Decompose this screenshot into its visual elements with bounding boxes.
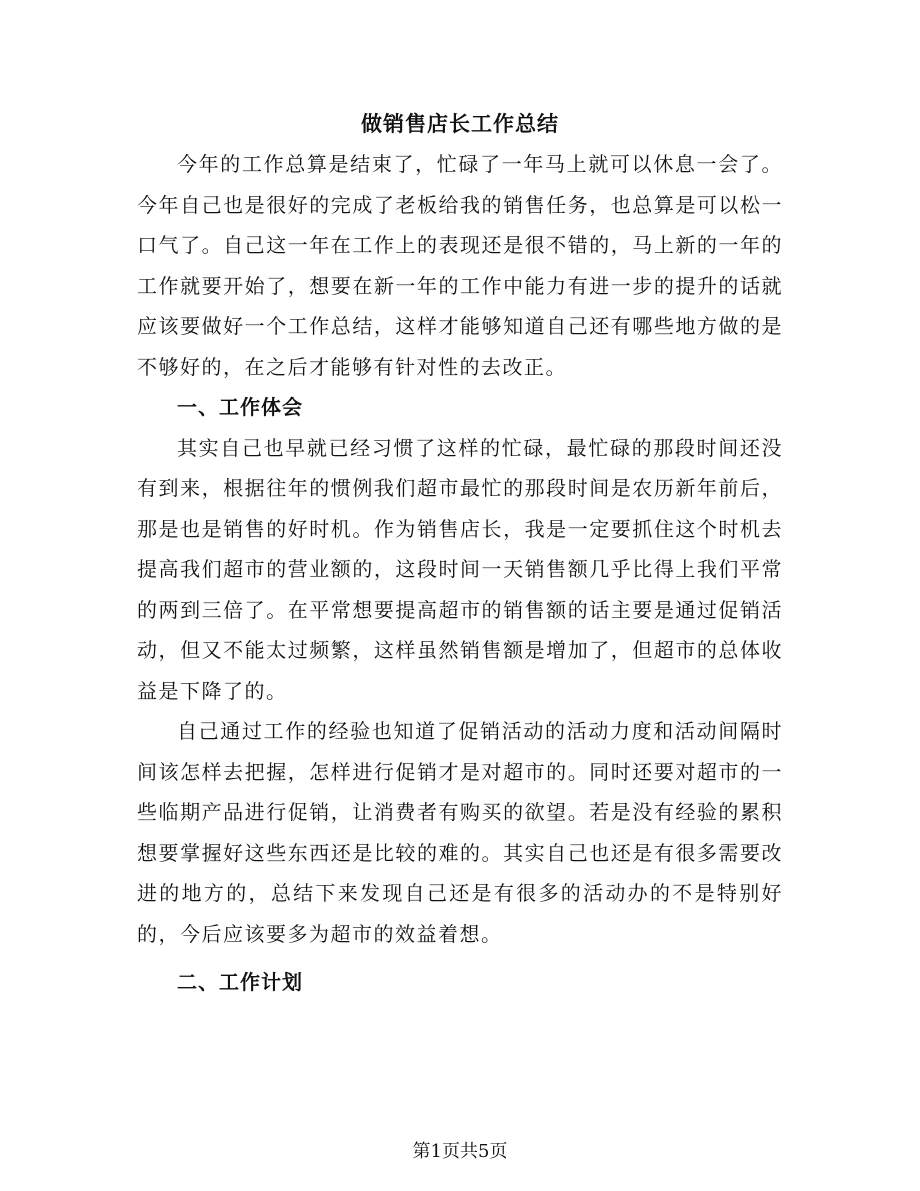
work-experience-paragraph-1: 其实自己也早就已经习惯了这样的忙碌，最忙碌的那段时间还没有到来，根据往年的惯例我们超市最忙的那段时间是农历新年前后，那是也是销售的好时机。作为销售店长，我是一定要抓住这个时机去提高我们超市的营业额的，这段时间一天销售额几乎比得上我们平常的两到三倍了。在平常想要提高超市的销售额的话主要是通过促销活动，但又不能太过频繁，这样虽然销售额是增加了，但超市的总体收益是下降了的。	[137, 435, 783, 703]
section-heading-work-experience: 一、工作体会	[177, 395, 303, 419]
intro-paragraph: 今年的工作总算是结束了，忙碌了一年马上就可以休息一会了。今年自己也是很好的完成了老板给我的销售任务，也总算是可以松一口气了。自己这一年在工作上的表现还是很不错的，马上新的一年的工作就要开始了，想要在新一年的工作中能力有进一步的提升的话就应该要做好一个工作总结，这样才能够知道自己还有哪些地方做的是不够好的，在之后才能够有针对性的去改正。	[137, 152, 783, 379]
document-title: 做销售店长工作总结	[361, 111, 559, 136]
document-body	[137, 144, 783, 1003]
page-number-footer: 第1页共5页	[412, 1141, 508, 1162]
section-heading-work-plan: 二、工作计划	[177, 970, 303, 994]
work-experience-paragraph-2: 自己通过工作的经验也知道了促销活动的活动力度和活动间隔时间该怎样去把握，怎样进行促销才是对超市的。同时还要对超市的一些临期产品进行促销，让消费者有购买的欲望。若是没有经验的累积想要掌握好这些东西还是比较的难的。其实自己也还是有很多需要改进的地方的，总结下来发现自己还是有很多的活动办的不是特别好的，今后应该要多为超市的效益着想。	[137, 719, 783, 946]
